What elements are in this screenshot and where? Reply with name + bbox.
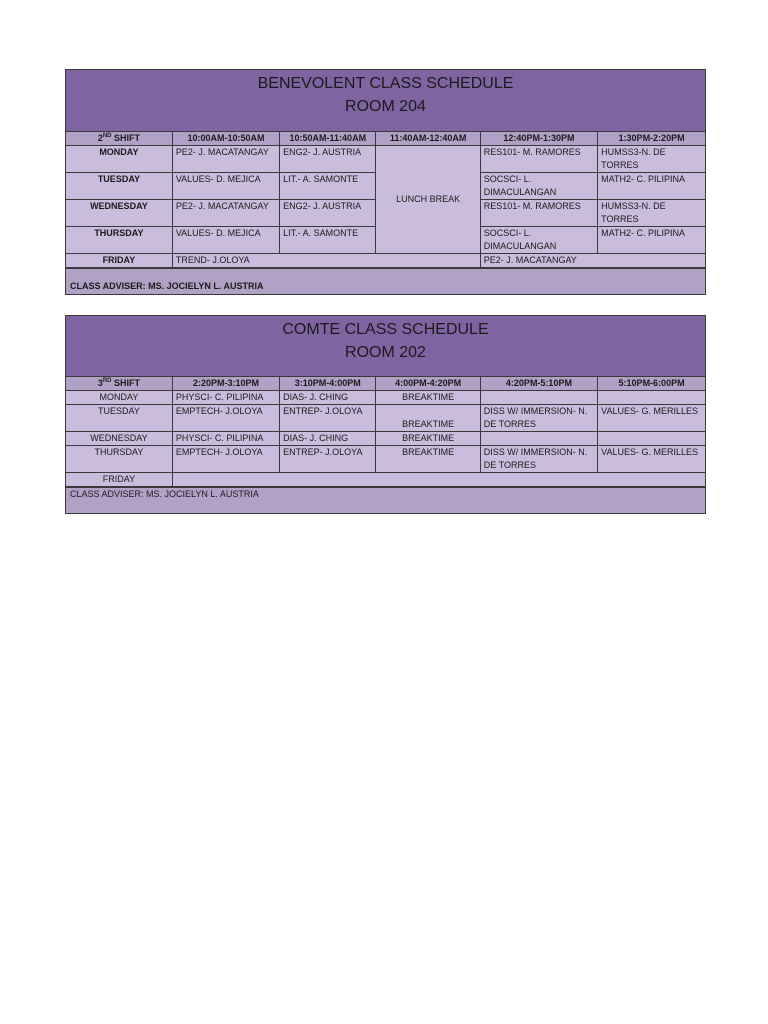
table-row [66,391,705,405]
breaktime-cell: BREAKTIME [376,391,480,405]
class-cell: LIT.- A. SAMONTE [280,173,376,200]
time-slot-header: 10:00AM-10:50AM [172,132,279,146]
class-cell [598,391,705,405]
class-cell [172,473,705,487]
day-label: FRIDAY [66,473,172,487]
time-slot-header: 12:40PM-1:30PM [480,132,597,146]
time-slot-header: 1:30PM-2:20PM [598,132,705,146]
breaktime-cell: BREAKTIME [376,432,480,446]
header-row [66,377,705,391]
class-cell: PE2- J. MACATANGAY [480,254,705,268]
day-label: THURSDAY [66,227,172,254]
day-label: MONDAY [66,146,172,173]
table-row [66,146,705,173]
class-cell: ENG2- J. AUSTRIA [280,200,376,227]
class-cell: PE2- J. MACATANGAY [172,200,279,227]
time-slot-header: 4:00PM-4:20PM [376,377,480,391]
schedule-table [66,377,705,487]
time-slot-header: 2:20PM-3:10PM [172,377,279,391]
benevolent-schedule [65,69,706,295]
day-label: TUESDAY [66,405,172,432]
class-cell: VALUES- D. MEJICA [172,227,279,254]
table-row [66,432,705,446]
class-cell: DIAS- J. CHING [280,432,376,446]
breaktime-cell: BREAKTIME [376,446,480,473]
class-cell: DIAS- J. CHING [280,391,376,405]
class-cell: VALUES- G. MERILLES [598,446,705,473]
day-label: FRIDAY [66,254,172,268]
schedule-table [66,132,705,268]
class-cell: EMPTECH- J.OLOYA [172,405,279,432]
table-row [66,254,705,268]
class-cell: PE2- J. MACATANGAY [172,146,279,173]
class-cell: ENTREP- J.OLOYA [280,446,376,473]
class-adviser: CLASS ADVISER: MS. JOCIELYN L. AUSTRIA [66,487,705,513]
class-cell: RES101- M. RAMORES [480,146,597,173]
class-cell: EMPTECH- J.OLOYA [172,446,279,473]
day-label: MONDAY [66,391,172,405]
class-cell: SOCSCI- L. DIMACULANGAN [480,227,597,254]
class-cell: VALUES- D. MEJICA [172,173,279,200]
class-cell: PHYSCI- C. PILIPINA [172,391,279,405]
day-label: WEDNESDAY [66,432,172,446]
class-cell: HUMSS3-N. DE TORRES [598,200,705,227]
schedule-room: ROOM 202 [345,344,426,361]
table-row [66,473,705,487]
shift-label: 2ND SHIFT [66,132,172,146]
shift-label: 3RD SHIFT [66,377,172,391]
lunch-break-cell: LUNCH BREAK [376,146,480,254]
schedule-title-band [66,70,705,132]
day-label: THURSDAY [66,446,172,473]
class-cell: ENTREP- J.OLOYA [280,405,376,432]
schedule-title: COMTE CLASS SCHEDULE [282,321,489,338]
class-cell: DISS W/ IMMERSION- N. DE TORRES [480,405,597,432]
time-slot-header: 5:10PM-6:00PM [598,377,705,391]
day-label: TUESDAY [66,173,172,200]
class-cell: HUMSS3-N. DE TORRES [598,146,705,173]
class-cell: LIT.- A. SAMONTE [280,227,376,254]
class-cell: MATH2- C. PILIPINA [598,173,705,200]
time-slot-header: 3:10PM-4:00PM [280,377,376,391]
schedule-title: BENEVOLENT CLASS SCHEDULE [257,75,514,92]
class-cell: ENG2- J. AUSTRIA [280,146,376,173]
schedule-title-band [66,316,705,377]
breaktime-cell: BREAKTIME [376,405,480,432]
table-row [66,446,705,473]
comte-schedule [65,315,706,514]
class-cell: VALUES- G. MERILLES [598,405,705,432]
time-slot-header: 10:50AM-11:40AM [280,132,376,146]
class-cell: SOCSCI- L. DIMACULANGAN [480,173,597,200]
class-cell: PHYSCI- C. PILIPINA [172,432,279,446]
day-label: WEDNESDAY [66,200,172,227]
time-slot-header: 4:20PM-5:10PM [480,377,597,391]
class-cell: MATH2- C. PILIPINA [598,227,705,254]
table-row [66,405,705,432]
class-adviser: CLASS ADVISER: MS. JOCIELYN L. AUSTRIA [66,268,705,294]
class-cell [480,391,597,405]
class-cell: TREND- J.OLOYA [172,254,480,268]
class-cell: DISS W/ IMMERSION- N. DE TORRES [480,446,597,473]
schedule-room: ROOM 204 [345,98,426,115]
class-cell [598,432,705,446]
class-cell: RES101- M. RAMORES [480,200,597,227]
time-slot-header: 11:40AM-12:40AM [376,132,480,146]
class-cell [480,432,597,446]
header-row [66,132,705,146]
